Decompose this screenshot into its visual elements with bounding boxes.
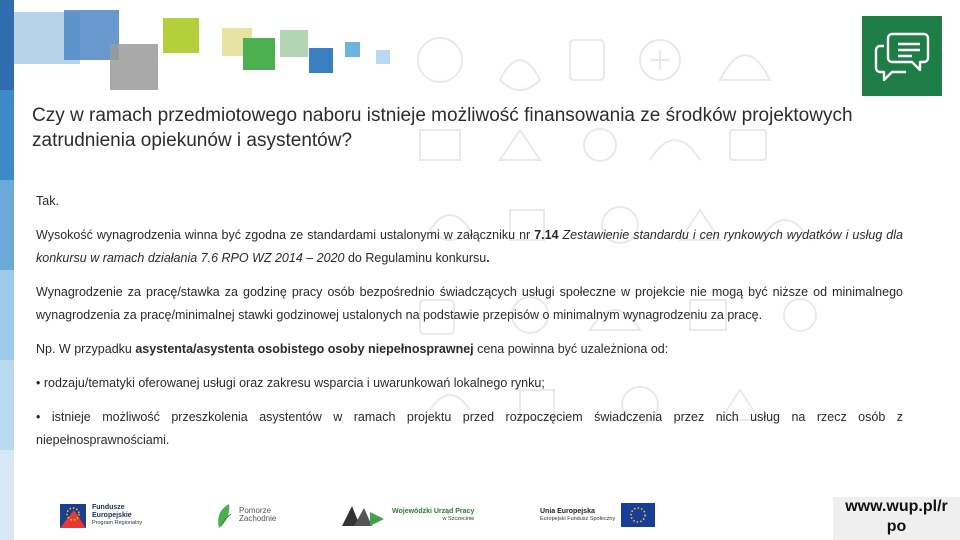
bullet-service-type: • rodzaju/tematyki oferowanej usługi oraz zakresu wsparcia i uwarunkowań lokalnego rynku; — [36, 376, 545, 390]
page-title: Czy w ramach przedmiotowego naboru istnieje możliwość finansowania ze środków projektowych zatrudnienia opiekunów i asystentów? — [32, 105, 853, 151]
eu-flag-icon — [621, 503, 655, 527]
unia-europejska-logo: Unia Europejska Europejski Fundusz Społeczny — [540, 496, 655, 534]
paragraph-salary-standard: Wysokość wynagrodzenia winna być zgodna ze standardami ustalonymi w załączniku nr 7.14 Zestawienie standardu i cen rynkowych wydatków i usług dla konkursu w ramach działania 7.6 RPO WZ 2014 – 2020 do Regulaminu konkursu. — [36, 228, 903, 265]
pomorze-zachodnie-logo: Pomorze Zachodnie — [215, 496, 276, 534]
answer-body — [36, 190, 903, 463]
wup-szczecin-logo: Wojewódzki Urząd Pracy w Szczecinie — [340, 496, 474, 534]
wup-emblem-icon — [340, 500, 386, 530]
bullet-training: • istnieje możliwość przeszkolenia asystentów w ramach projektu przed rozpoczęciem świadczenia przez nich usług na rzecz osób z niepełnosprawnościami. — [36, 410, 903, 447]
paragraph-example: Np. W przypadku asystenta/asystenta osobistego osoby niepełnosprawnej cena powinna być uzależniona od: — [36, 342, 669, 356]
chat-bubbles-icon — [862, 16, 942, 96]
website-link[interactable]: www.wup.pl/r po — [833, 497, 960, 540]
footer-logos — [60, 496, 700, 536]
fundusze-europejskie-logo: Fundusze Europejskie Program Regionalny — [60, 496, 142, 534]
leaf-icon — [215, 500, 235, 530]
left-color-strip — [0, 0, 14, 540]
answer-yes: Tak. — [36, 194, 59, 208]
paragraph-minimum-wage: Wynagrodzenie za pracę/stawka za godzinę pracy osób bezpośrednio świadczących usługi społeczne w projekcie nie mogą być niższe od minimalnego wynagrodzenia za pracę/minimalnej stawki godzinowej ustalonych na podstawie przepisów o minimalnym wynagrodzeniu za pracę. — [36, 285, 903, 322]
fe-emblem-icon — [60, 500, 88, 530]
